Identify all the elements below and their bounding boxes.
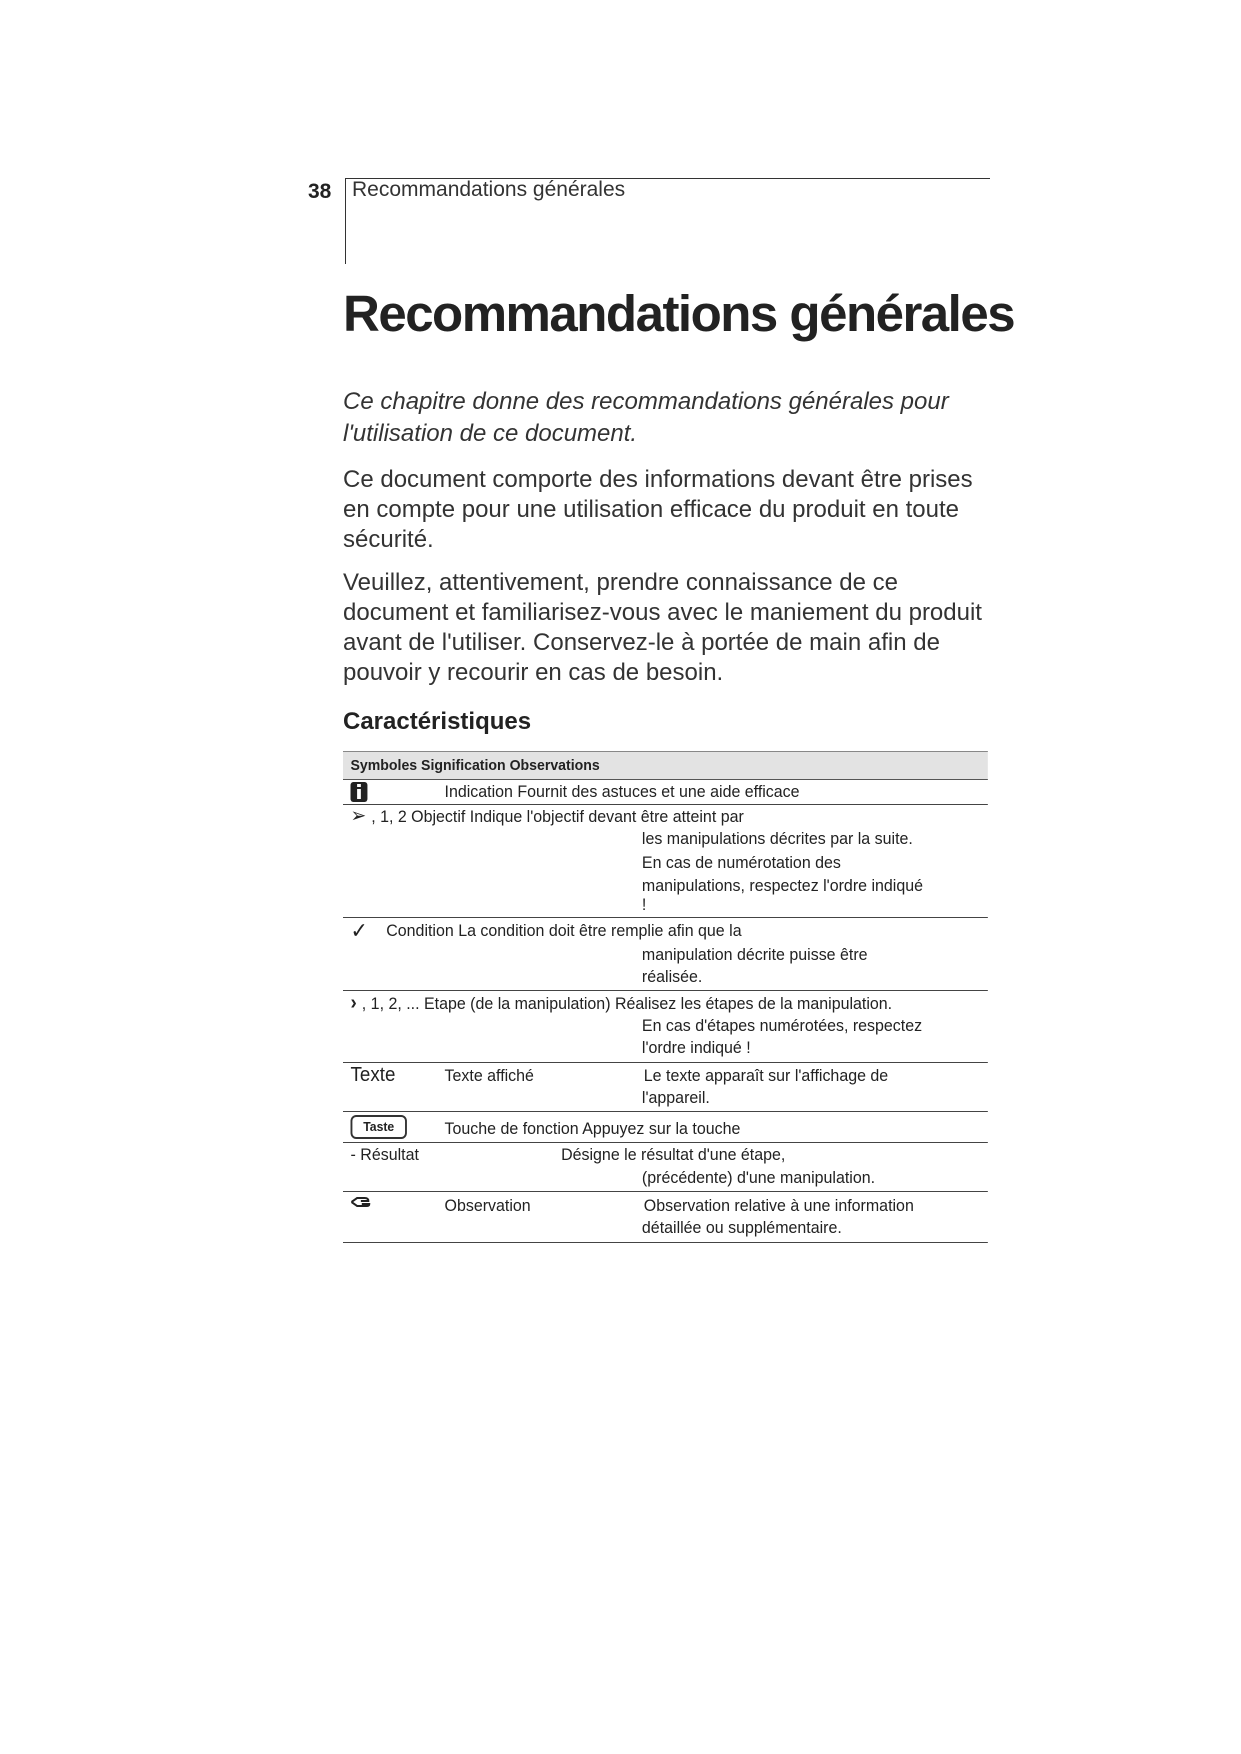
table-row [343, 780, 988, 805]
row-text: détaillée ou supplémentaire. [641, 1218, 842, 1237]
checkmark-icon: ✓ [350, 918, 368, 943]
row-text: les manipulations décrites par la suite. [641, 829, 913, 848]
table-row [343, 805, 988, 918]
table-row [343, 991, 988, 1063]
meaning-text: Observation [444, 1196, 531, 1215]
row-text: réalisée. [641, 967, 703, 986]
row-text: manipulations, respectez l'ordre indiqué [641, 876, 924, 895]
paragraph-1: Ce document comporte des informations devant être prises en compte pour une utilisation efficace du produit en toute sécurité. [343, 466, 973, 553]
table-row [343, 1192, 988, 1243]
header-vertical-rule [345, 178, 346, 264]
objective-arrow-icon: ➢ [350, 805, 367, 827]
row-text: , 1, 2, ... Etape (de la manipulation) Réalisez les étapes de la manipulation. [361, 994, 893, 1013]
symbol-text: Texte [350, 1064, 396, 1086]
row-text: Désigne le résultat d'une étape, [561, 1145, 786, 1164]
info-icon [351, 782, 368, 802]
function-key-label: Taste [351, 1115, 407, 1139]
row-text: Le texte apparaît sur l'affichage de [643, 1066, 889, 1085]
table-row [343, 1112, 988, 1143]
symbol-text: - Résultat [350, 1145, 419, 1164]
characteristics-table [343, 751, 988, 1243]
row-text: l'ordre indiqué ! [641, 1038, 751, 1057]
row-text: Condition La condition doit être remplie afin que la [386, 921, 742, 940]
table-row [343, 918, 988, 991]
row-text: Observation relative à une information [643, 1196, 914, 1215]
step-chevron-icon: › [350, 992, 357, 1014]
intro-text: Ce chapitre donne des recommandations générales pour l'utilisation de ce document. [343, 388, 949, 447]
row-text: l'appareil. [641, 1088, 710, 1107]
row-text: manipulation décrite puisse être [641, 945, 868, 964]
row-text: Touche de fonction Appuyez sur la touche [444, 1119, 741, 1138]
page-number: 38 [308, 180, 332, 203]
page-title: Recommandations générales [343, 285, 1015, 342]
observation-hand-icon [351, 1193, 372, 1216]
meaning-text: Texte affiché [444, 1066, 534, 1085]
table-row [343, 1063, 988, 1112]
row-text: (précédente) d'une manipulation. [641, 1168, 876, 1187]
row-text: En cas de numérotation des [641, 853, 841, 872]
table-header: Symboles Signification Observations [343, 751, 988, 780]
row-text: En cas d'étapes numérotées, respectez [641, 1016, 923, 1035]
row-text: ! [641, 895, 647, 914]
section-heading: Caractéristiques [343, 708, 532, 735]
row-text: Indication Fournit des astuces et une aide efficace [444, 782, 800, 801]
row-text: , 1, 2 Objectif Indique l'objectif devant être atteint par [371, 807, 744, 826]
table-row [343, 1143, 988, 1192]
running-title: Recommandations générales [352, 178, 626, 201]
paragraph-2: Veuillez, attentivement, prendre connaissance de ce document et familiarisez-vous avec le maniement du produit avant de l'utiliser. Conservez-le à portée de main afin de pouvoir y recourir en cas de besoin. [343, 569, 982, 686]
